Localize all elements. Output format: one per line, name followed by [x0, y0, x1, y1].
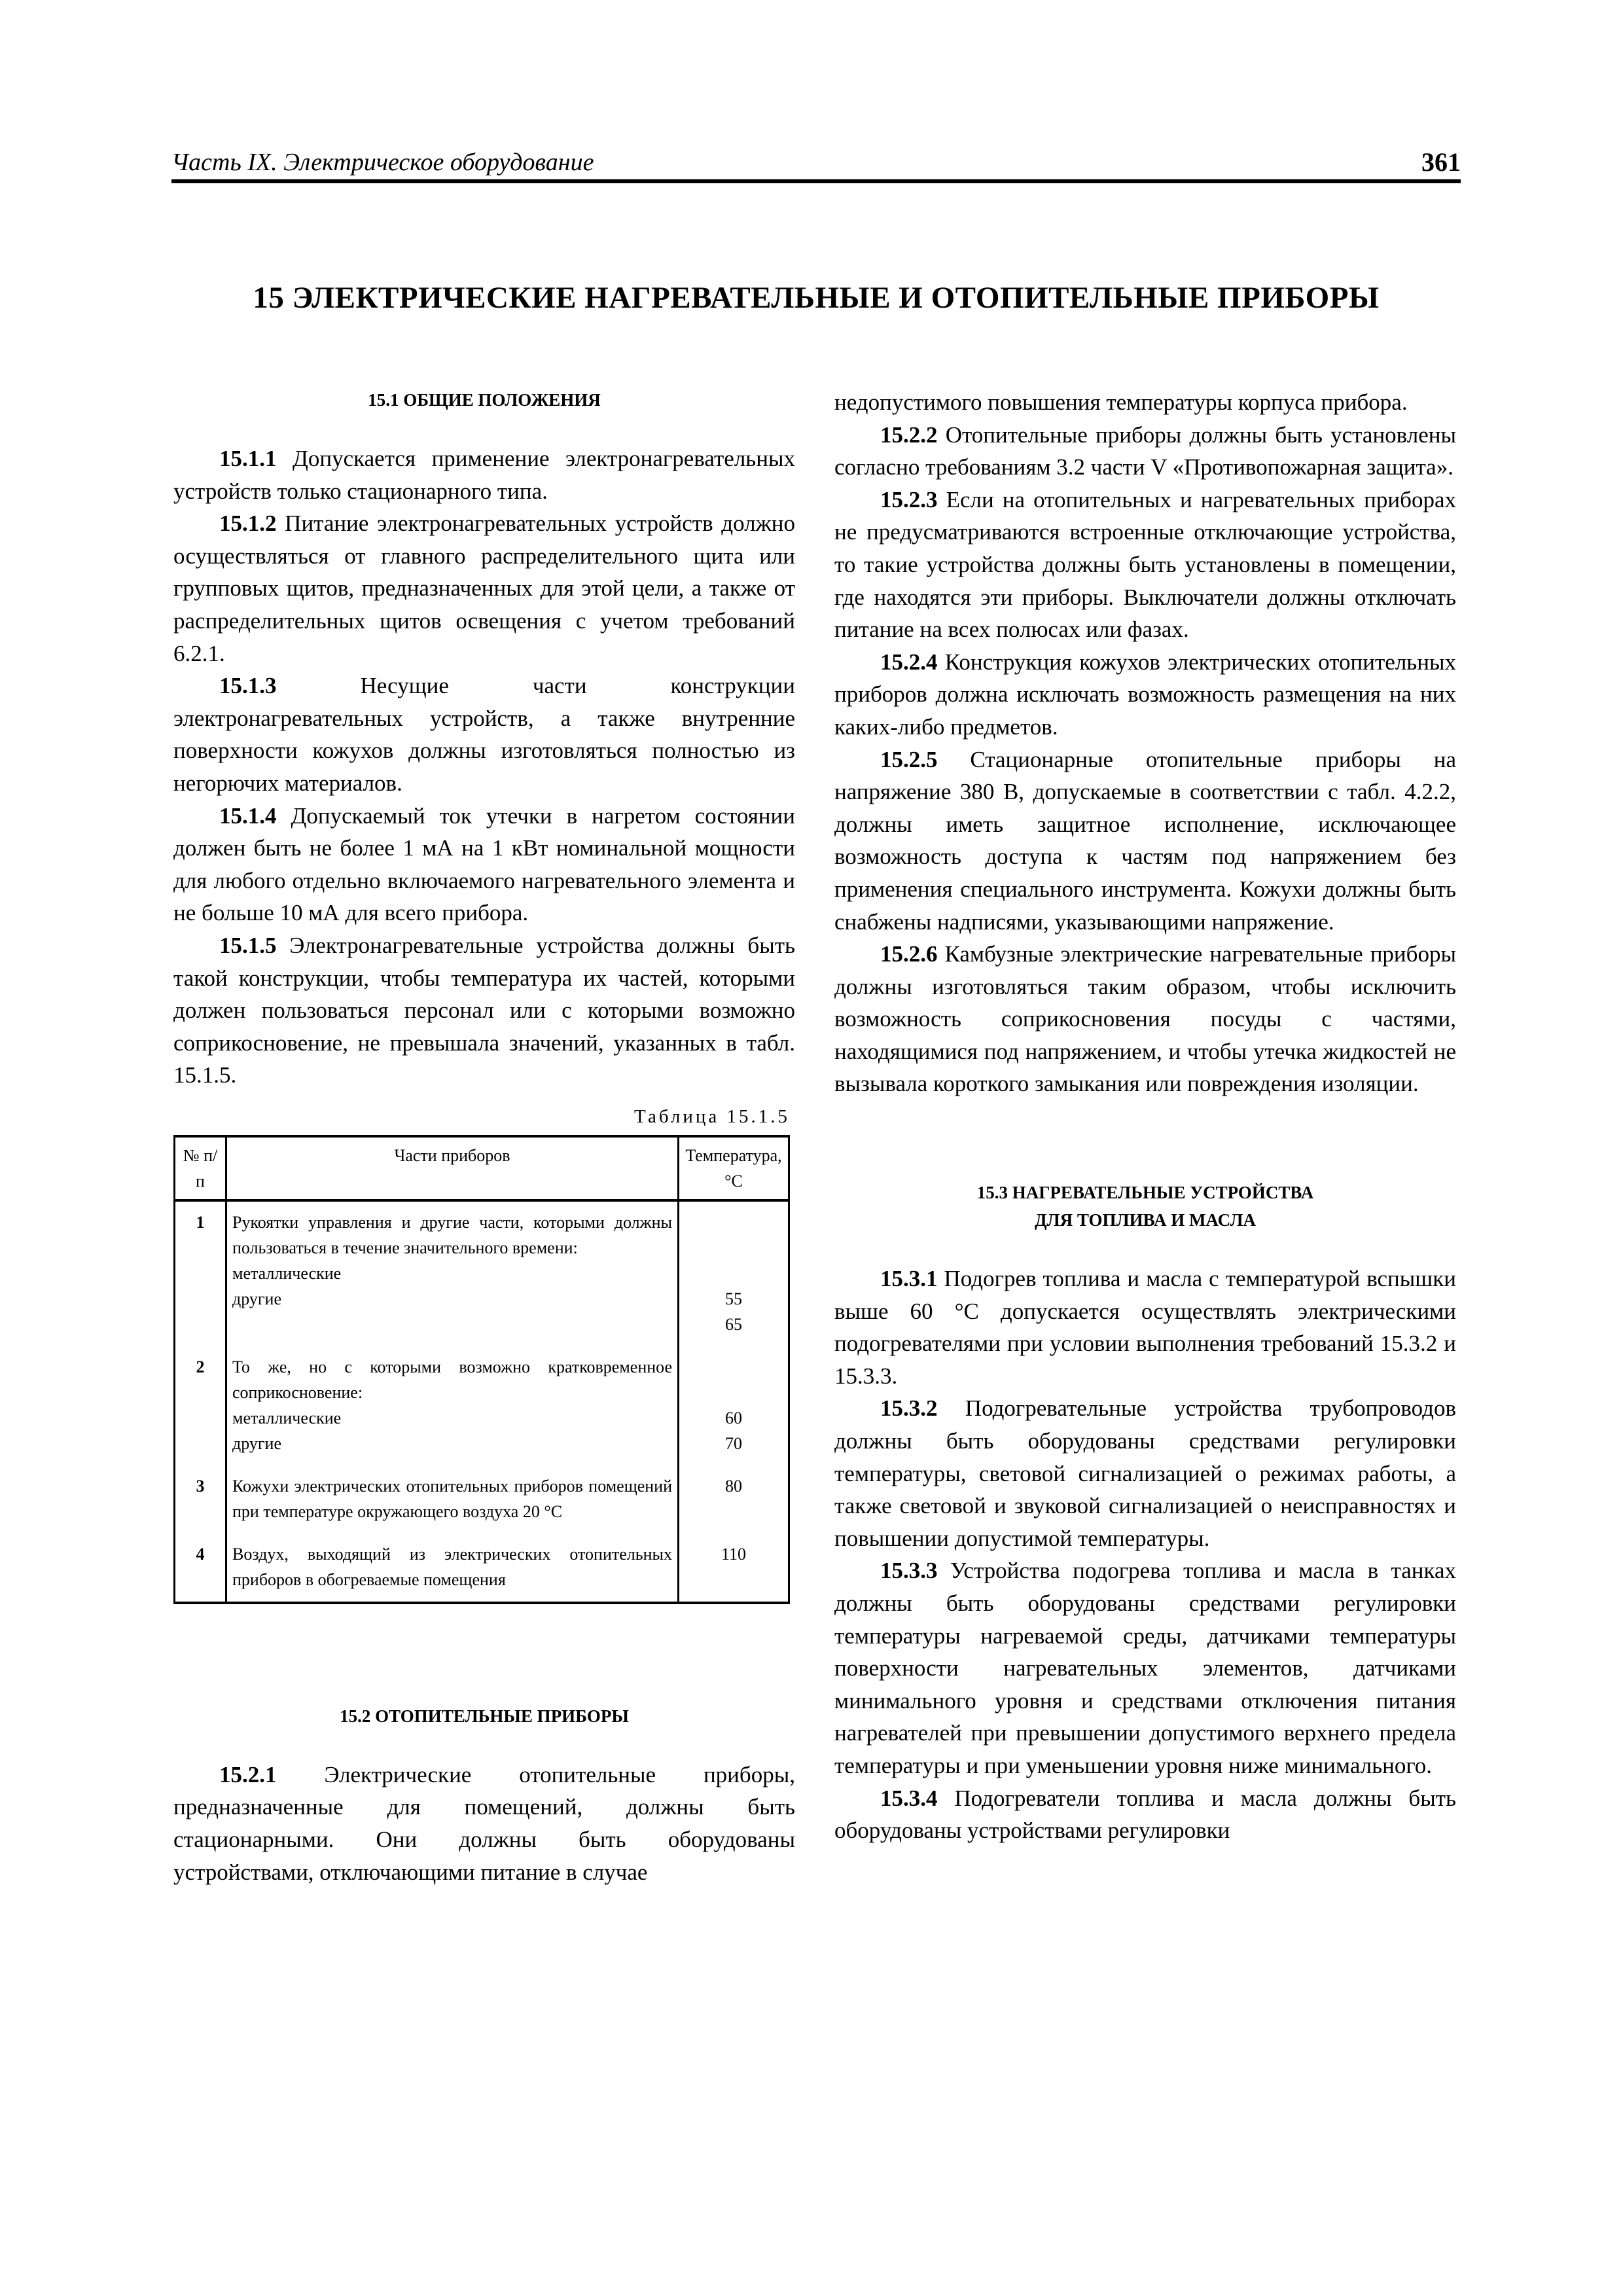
row-num: 4: [175, 1534, 226, 1603]
right-column: [834, 386, 1456, 1847]
para-number: 15.2.5: [880, 746, 938, 772]
para-number: 15.2.4: [880, 649, 938, 675]
row-sub-1: металлические: [232, 1263, 342, 1283]
paragraph-15-2-5: [834, 744, 1456, 939]
row-desc: [226, 1346, 679, 1465]
section-15-3-title-line1: 15.3 НАГРЕВАТЕЛЬНЫЕ УСТРОЙСТВА: [976, 1183, 1314, 1203]
para-number: 15.1.5: [219, 932, 277, 958]
row-desc: Кожухи электрических отопительных приборов помещений при температуре окружающего воздуха 20 °С: [226, 1465, 679, 1534]
paragraph-15-1-5: [173, 929, 795, 1092]
para-text: Камбузные электрические нагревательные приборы должны изготовляться таким образом, чтобы исключить возможность соприкосновения посуды с частями, находящимися под напряжением, и чтобы утечка жидкостей не вызывала короткого замыкания или повреждения изоляции.: [834, 941, 1456, 1097]
row-value: [679, 1346, 789, 1465]
paragraph-15-3-4: [834, 1782, 1456, 1847]
para-text: Отопительные приборы должны быть установлены согласно требованиям 3.2 части V «Противопожарная защита».: [834, 422, 1456, 480]
row-sub-2: другие: [232, 1433, 282, 1453]
para-number: 15.3.1: [880, 1266, 938, 1292]
row-value: 110: [679, 1534, 789, 1603]
para-number: 15.2.6: [880, 941, 938, 967]
para-number: 15.1.1: [219, 446, 277, 471]
para-text: Устройства подогрева топлива и масла в танках должны быть оборудованы средствами регулировки температуры нагреваемой среды, датчиками температуры поверхности нагревательных элементов, датчиками минимального уровня и средствами отключения питания нагревателей при превышении допустимого верхнего предела температуры и при уменьшении уровня ниже минимального.: [834, 1558, 1456, 1778]
para-number: 15.1.2: [219, 511, 277, 537]
section-15-1-title: 15.1 ОБЩИЕ ПОЛОЖЕНИЯ: [368, 390, 601, 410]
row-desc: Воздух, выходящий из электрических отопительных приборов в обогреваемые помещения: [226, 1534, 679, 1603]
para-number: 15.3.2: [880, 1395, 938, 1422]
row-value: [679, 1200, 789, 1346]
para-text: Стационарные отопительные приборы на напряжение 380 В, допускаемые в соответствии с табл. 4.2.2, должны иметь защитное исполнение, исключающее возможность доступа к частям под напряжением без применения специального инструмента. Кожухи должны быть снабжены надписями, указывающими напряжение.: [834, 746, 1456, 935]
section-15-3-title: [834, 1179, 1456, 1234]
paragraph-15-1-2: [173, 507, 795, 670]
paragraph-15-3-2: [834, 1392, 1456, 1554]
paragraph-15-3-1: [834, 1263, 1456, 1392]
header-temp: Температура, °С: [679, 1136, 789, 1200]
para-text: Допускаемый ток утечки в нагретом состоянии должен быть не более 1 мА на 1 кВт номинальной мощности для любого отдельно включаемого нагревательного элемента и не больше 10 мА для всего прибора.: [173, 802, 795, 926]
part-title: Часть IX. Электрическое оборудование: [171, 149, 594, 176]
para-number: 15.1.3: [219, 673, 277, 699]
row-desc-main: Рукоятки управления и другие части, которыми должны пользоваться в течение значительного времени:: [232, 1212, 672, 1257]
para-text: Несущие части конструкции электронагревательных устройств, а также внутренние поверхности кожухов должны изготовляться полностью из негорючих материалов.: [173, 673, 795, 796]
running-header: [171, 145, 1461, 183]
row-desc-main: То же, но с которыми возможно кратковременное соприкосновение:: [232, 1357, 672, 1402]
paragraph-15-1-3: [173, 670, 795, 799]
table-row: [175, 1465, 789, 1534]
para-text: Электрические отопительные приборы, предназначенные для помещений, должны быть стационарными. Они должны быть оборудованы устройствами, отключающими питание в случае: [173, 1761, 795, 1885]
row-value-2: 65: [725, 1314, 742, 1334]
header-num: № п/п: [175, 1136, 226, 1200]
row-value-1: 60: [725, 1408, 742, 1427]
para-text: Электронагревательные устройства должны быть такой конструкции, чтобы температура их частей, которыми должен пользоваться персонал или с которыми возможно соприкосновение, не превышала значений, указанных в табл. 15.1.5.: [173, 932, 795, 1088]
row-value: 80: [679, 1465, 789, 1534]
left-column: [173, 386, 795, 1888]
para-text: Конструкция кожухов электрических отопительных приборов должна исключать возможность размещения на них каких-либо предметов.: [834, 649, 1456, 740]
para-number: 15.2.2: [880, 422, 938, 448]
paragraph-15-2-1: [173, 1759, 795, 1888]
section-15-3-title-line2: ДЛЯ ТОПЛИВА И МАСЛА: [1034, 1210, 1257, 1230]
row-value-2: 70: [725, 1433, 742, 1453]
table-row: [175, 1200, 789, 1346]
table-header-row: [175, 1136, 789, 1200]
row-num: 1: [175, 1200, 226, 1346]
row-num: 3: [175, 1465, 226, 1534]
para-number: 15.3.3: [880, 1558, 938, 1584]
paragraph-15-2-3: [834, 484, 1456, 646]
paragraph-15-2-6: [834, 938, 1456, 1100]
para-text: Подогревательные устройства трубопроводов должны быть оборудованы средствами регулировки температуры, световой сигнализацией о режимах работы, а также световой и звуковой сигнализацией о неисправностях и повышении допустимой температуры.: [834, 1395, 1456, 1551]
table-row: [175, 1534, 789, 1603]
para-number: 15.2.1: [219, 1761, 277, 1787]
chapter-title: 15 ЭЛЕКТРИЧЕСКИЕ НАГРЕВАТЕЛЬНЫЕ И ОТОПИТЕЛЬНЫЕ ПРИБОРЫ: [253, 281, 1380, 315]
paragraph-15-2-2: [834, 419, 1456, 484]
section-15-2-title: 15.2 ОТОПИТЕЛЬНЫЕ ПРИБОРЫ: [340, 1706, 629, 1726]
para-number: 15.3.4: [880, 1785, 938, 1811]
para-text: Подогрев топлива и масла с температурой вспышки выше 60 °С допускается осуществлять электрическими подогревателями при условии выполнения требований 15.3.2 и 15.3.3.: [834, 1266, 1456, 1389]
row-sub-1: металлические: [232, 1408, 342, 1427]
row-value-1: 55: [725, 1289, 742, 1308]
row-sub-2: другие: [232, 1289, 282, 1308]
para-text: Питание электронагревательных устройств должно осуществляться от главного распределительного щита или групповых щитов, предназначенных для этой цели, а также от распределительных щитов освещения с учетом требований 6.2.1.: [173, 511, 795, 666]
paragraph-15-1-1: [173, 442, 795, 507]
row-desc: [226, 1200, 679, 1346]
para-text: Подогреватели топлива и масла должны быть оборудованы устройствами регулировки: [834, 1785, 1456, 1844]
row-num: 2: [175, 1346, 226, 1465]
table-caption: Таблица 15.1.5: [633, 1105, 790, 1127]
temperature-table: [173, 1135, 790, 1604]
para-number: 15.1.4: [219, 802, 277, 829]
header-parts: Части приборов: [226, 1136, 679, 1200]
paragraph-15-3-3: [834, 1554, 1456, 1782]
paragraph-15-2-1-continued: недопустимого повышения температуры корпуса прибора.: [834, 389, 1408, 415]
table-row: [175, 1346, 789, 1465]
paragraph-15-2-4: [834, 646, 1456, 744]
para-text: Если на отопительных и нагревательных приборах не предусматриваются встроенные отключающие устройства, то такие устройства должны быть установлены в помещении, где находятся эти приборы. Выключатели должны отключать питание на всех полюсах или фазах.: [834, 486, 1456, 643]
para-number: 15.2.3: [880, 486, 938, 512]
page-number: 361: [1421, 147, 1461, 177]
para-text: Допускается применение электронагревательных устройств только стационарного типа.: [173, 446, 795, 504]
paragraph-15-1-4: [173, 800, 795, 929]
